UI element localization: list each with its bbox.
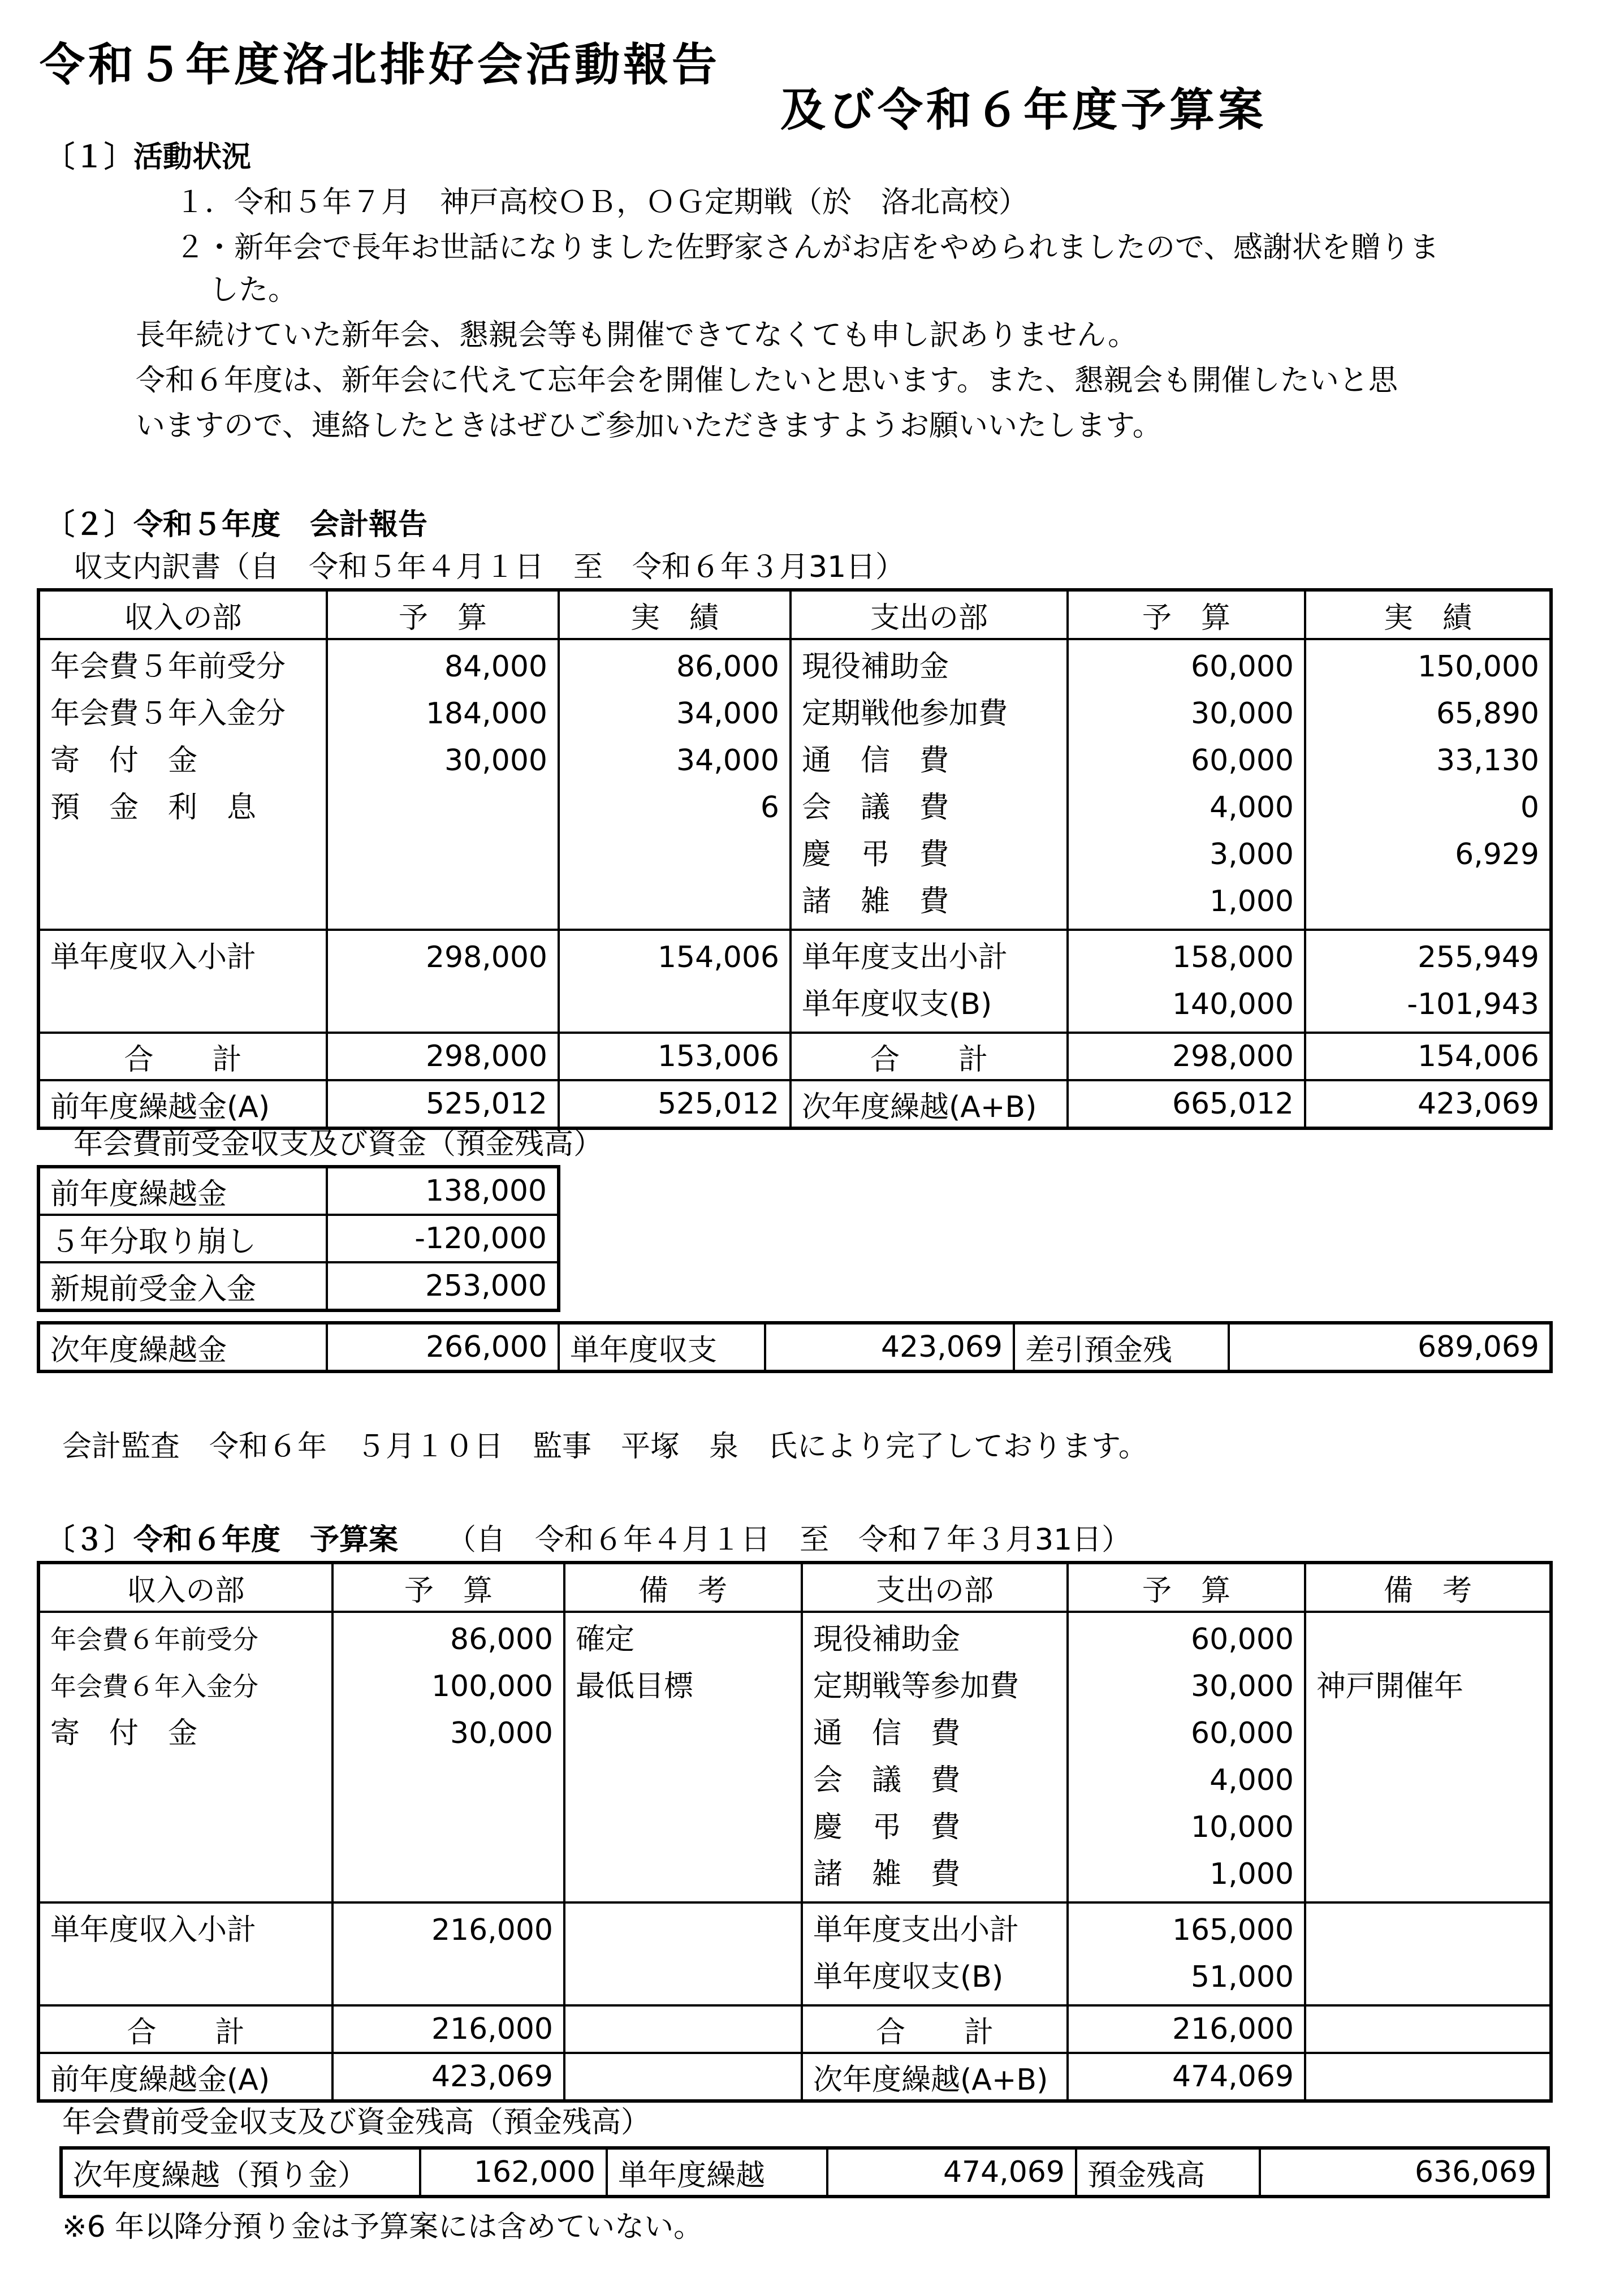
income-items bbox=[38, 1612, 332, 1902]
carry-in-actual: 525,012 bbox=[559, 1080, 791, 1128]
carry-out-note bbox=[1305, 2053, 1551, 2101]
income-subtotal-actual-cell bbox=[559, 930, 791, 1033]
expense-total-actual: 154,006 bbox=[1305, 1033, 1551, 1080]
expense-budget: 4,000 bbox=[1210, 1763, 1294, 1797]
income-item: 預 金 利 息 bbox=[50, 791, 257, 825]
budget-carry-row bbox=[38, 2053, 1551, 2101]
expense-subtotal-budget: 158,000 bbox=[1172, 940, 1294, 974]
section1-para2b: いますので、連絡したときはぜひご参加いただきますようお願いいたします。 bbox=[136, 409, 1162, 443]
header-budget: 予 算 bbox=[332, 1563, 564, 1612]
income-item: 寄 付 金 bbox=[50, 744, 198, 778]
expense-item: 諸 雑 費 bbox=[802, 885, 949, 918]
prepaid-summary-table bbox=[37, 1321, 1553, 1373]
budget-total-row bbox=[38, 2005, 1551, 2053]
income-item: 寄 付 金 bbox=[50, 1716, 198, 1750]
carry-out-actual: 423,069 bbox=[1305, 1080, 1551, 1128]
income-note: 確定 bbox=[576, 1623, 635, 1656]
expense-actual: 6,929 bbox=[1455, 838, 1539, 871]
expense-budget: 30,000 bbox=[1191, 1669, 1294, 1703]
expense-note bbox=[1316, 1804, 1539, 1851]
section1-para2a: 令和６年度は、新年会に代えて忘年会を開催したいと思います。また、懇親会も開催したいと思 bbox=[136, 364, 1398, 398]
expense-total-budget: 216,000 bbox=[1068, 2005, 1305, 2053]
section3-heading: 〔３〕令和６年度 予算案 bbox=[45, 1523, 399, 1557]
header-actual: 実 績 bbox=[1305, 590, 1551, 639]
expense-budget: 60,000 bbox=[1191, 650, 1294, 684]
expense-budget: 60,000 bbox=[1191, 1716, 1294, 1750]
section1-heading: 〔１〕活動状況 bbox=[45, 140, 252, 174]
section1-para1: 長年続けていた新年会、懇親会等も開催できてなくても申し訳ありません。 bbox=[136, 318, 1138, 352]
expense-item: 会 議 費 bbox=[802, 791, 949, 825]
expense-subtotal-label: 単年度支出小計 bbox=[813, 1913, 1020, 1947]
budget-subtotal-row bbox=[38, 1902, 1551, 2005]
income-budget: 30,000 bbox=[444, 744, 547, 778]
expense-note bbox=[1316, 1616, 1539, 1663]
expense-budget: 60,000 bbox=[1191, 1623, 1294, 1656]
carry-out-label: 次年度繰越(A+B) bbox=[791, 1080, 1068, 1128]
expense-item: 定期戦他参加費 bbox=[802, 697, 1008, 731]
audit-text: 会計監査 令和６年 ５月１０日 監事 平塚 泉 氏により完了しております。 bbox=[62, 1430, 1148, 1464]
income-actuals bbox=[559, 639, 791, 930]
carry-in-note bbox=[564, 2053, 802, 2101]
deposit-balance-value: 636,069 bbox=[1260, 2148, 1548, 2197]
income-budgets bbox=[332, 1612, 564, 1902]
carry-out-budget: 474,069 bbox=[1068, 2053, 1305, 2101]
prepaid-label: 前年度繰越金 bbox=[38, 1167, 327, 1215]
expense-note bbox=[1316, 1851, 1539, 1898]
expense-budget: 3,000 bbox=[1210, 838, 1294, 871]
next-carry-value: 266,000 bbox=[327, 1323, 559, 1371]
budget-table bbox=[37, 1561, 1553, 2103]
deposit-balance-label: 預金残高 bbox=[1076, 2148, 1260, 2197]
budget-prepaid-row bbox=[61, 2148, 1548, 2197]
single-carry-value: 474,069 bbox=[827, 2148, 1076, 2197]
expense-note bbox=[1316, 1710, 1539, 1757]
section2-heading: 〔２〕令和５年度 会計報告 bbox=[45, 508, 428, 542]
single-balance-value: 423,069 bbox=[765, 1323, 1014, 1371]
section1-item2a: ２・新年会で長年お世話になりました佐野家さんがお店をやめられましたので、感謝状を贈りま bbox=[175, 231, 1439, 265]
expense-actual bbox=[1316, 878, 1539, 925]
expense-subtotal-budget-cell bbox=[1068, 930, 1305, 1033]
expense-subtotal-budget-cell bbox=[1068, 1902, 1305, 2005]
expense-item: 定期戦等参加費 bbox=[813, 1669, 1020, 1703]
income-subtotal-budget-cell bbox=[332, 1902, 564, 2005]
income-total-note bbox=[564, 2005, 802, 2053]
carry-out-label: 次年度繰越(A+B) bbox=[802, 2053, 1068, 2101]
expense-total-budget: 298,000 bbox=[1068, 1033, 1305, 1080]
prepaid-summary-row bbox=[38, 1323, 1551, 1371]
prepaid-value: -120,000 bbox=[327, 1215, 559, 1262]
deposit-carry-value: 162,000 bbox=[420, 2148, 607, 2197]
prepaid-label: 新規前受金入金 bbox=[38, 1262, 327, 1310]
carry-out-budget: 665,012 bbox=[1068, 1080, 1305, 1128]
income-subtotal-label-cell bbox=[38, 1902, 332, 2005]
header-budget: 予 算 bbox=[1068, 590, 1305, 639]
expense-budget: 4,000 bbox=[1210, 791, 1294, 825]
balance-label: 単年度収支(B) bbox=[813, 1960, 1004, 1994]
income-subtotal-note-cell bbox=[564, 1902, 802, 2005]
expense-item: 現役補助金 bbox=[802, 650, 949, 684]
prepaid-row bbox=[38, 1215, 559, 1262]
expense-subtotal-label: 単年度支出小計 bbox=[802, 940, 1008, 974]
report-subtotal-row bbox=[38, 930, 1551, 1033]
prepaid-value: 138,000 bbox=[327, 1167, 559, 1215]
report-table bbox=[37, 588, 1553, 1130]
section1-item1: １．令和５年７月 神戸高校ＯＢ，ＯＧ定期戦（於 洛北高校） bbox=[175, 185, 1029, 219]
expense-item: 通 信 費 bbox=[813, 1716, 961, 1750]
title-line-1: 令和５年度洛北排好会活動報告 bbox=[40, 38, 720, 91]
income-total-budget: 298,000 bbox=[327, 1033, 559, 1080]
report-items-row bbox=[38, 639, 1551, 930]
section3-period: （自 令和６年４月１日 至 令和７年３月31日） bbox=[447, 1523, 1131, 1557]
prepaid-table bbox=[37, 1165, 560, 1312]
header-expense: 支出の部 bbox=[802, 1563, 1068, 1612]
income-actual: 34,000 bbox=[676, 744, 779, 778]
expense-budget: 10,000 bbox=[1191, 1810, 1294, 1844]
income-item: 年会費５年入金分 bbox=[50, 697, 286, 731]
expense-actual: 33,130 bbox=[1436, 744, 1539, 778]
expense-item: 通 信 費 bbox=[802, 744, 949, 778]
expense-total-label: 合 計 bbox=[802, 2005, 1068, 2053]
header-notes: 備 考 bbox=[564, 1563, 802, 1612]
expense-actuals bbox=[1305, 639, 1551, 930]
prepaid-row bbox=[38, 1262, 559, 1310]
prepaid-row bbox=[38, 1167, 559, 1215]
single-balance-label: 単年度収支 bbox=[559, 1323, 765, 1371]
expense-subtotal-actual: 255,949 bbox=[1417, 940, 1539, 974]
balance-label: 単年度収支(B) bbox=[802, 987, 992, 1021]
expense-budgets bbox=[1068, 1612, 1305, 1902]
budget-items-row bbox=[38, 1612, 1551, 1902]
header-income: 収入の部 bbox=[38, 590, 327, 639]
income-total-label: 合 計 bbox=[38, 2005, 332, 2053]
expense-subtotal-label-cell bbox=[791, 930, 1068, 1033]
income-subtotal-label-cell bbox=[38, 930, 327, 1033]
expense-item: 慶 弔 費 bbox=[813, 1810, 961, 1844]
budget-prepaid-heading: 年会費前受金収支及び資金残高（預金残高） bbox=[62, 2106, 651, 2139]
section1-item2b: した。 bbox=[209, 273, 298, 307]
expense-subtotal-note-cell bbox=[1305, 1902, 1551, 2005]
income-budget: 30,000 bbox=[450, 1716, 553, 1750]
expense-budget: 30,000 bbox=[1191, 697, 1294, 731]
prepaid-label: ５年分取り崩し bbox=[38, 1215, 327, 1262]
income-note bbox=[576, 1710, 791, 1757]
expense-note: 神戸開催年 bbox=[1316, 1669, 1464, 1703]
next-carry-label: 次年度繰越金 bbox=[38, 1323, 327, 1371]
income-total-label: 合 計 bbox=[38, 1033, 327, 1080]
income-item: 年会費５年前受分 bbox=[50, 650, 286, 684]
budget-prepaid-table bbox=[59, 2146, 1550, 2198]
balance-budget: 51,000 bbox=[1191, 1960, 1294, 1994]
expense-item: 諸 雑 費 bbox=[813, 1857, 961, 1891]
expense-notes bbox=[1305, 1612, 1551, 1902]
expense-total-note bbox=[1305, 2005, 1551, 2053]
header-budget: 予 算 bbox=[1068, 1563, 1305, 1612]
income-note: 最低目標 bbox=[576, 1669, 694, 1703]
expense-item: 慶 弔 費 bbox=[802, 838, 949, 871]
footnote: ※6 年以降分預り金は予算案には含めていない。 bbox=[62, 2210, 703, 2244]
expense-total-label: 合 計 bbox=[791, 1033, 1068, 1080]
header-budget: 予 算 bbox=[327, 590, 559, 639]
income-item: 年会費６年前受分 bbox=[50, 1624, 258, 1655]
income-subtotal-budget: 216,000 bbox=[431, 1913, 553, 1947]
income-subtotal-label: 単年度収入小計 bbox=[50, 940, 257, 974]
income-subtotal-actual: 154,006 bbox=[657, 940, 779, 974]
deposit-label: 差引預金残 bbox=[1014, 1323, 1229, 1371]
report-header-row bbox=[38, 590, 1551, 639]
income-total-budget: 216,000 bbox=[332, 2005, 564, 2053]
expense-subtotal-budget: 165,000 bbox=[1172, 1913, 1294, 1947]
income-budgets bbox=[327, 639, 559, 930]
expense-budget: 60,000 bbox=[1191, 744, 1294, 778]
income-notes bbox=[564, 1612, 802, 1902]
income-budget bbox=[338, 784, 547, 831]
expense-actual: 0 bbox=[1520, 791, 1539, 825]
header-income: 収入の部 bbox=[38, 1563, 332, 1612]
income-actual: 6 bbox=[760, 791, 779, 825]
income-total-actual: 153,006 bbox=[559, 1033, 791, 1080]
header-expense: 支出の部 bbox=[791, 590, 1068, 639]
carry-in-budget: 525,012 bbox=[327, 1080, 559, 1128]
income-budget: 100,000 bbox=[431, 1669, 553, 1703]
report-total-row bbox=[38, 1033, 1551, 1080]
header-actual: 実 績 bbox=[559, 590, 791, 639]
expense-items bbox=[802, 1612, 1068, 1902]
expense-budgets bbox=[1068, 639, 1305, 930]
income-budget: 84,000 bbox=[444, 650, 547, 684]
expense-item: 会 議 費 bbox=[813, 1763, 961, 1797]
expense-budget: 1,000 bbox=[1210, 885, 1294, 918]
expense-item: 現役補助金 bbox=[813, 1623, 961, 1656]
balance-budget: 140,000 bbox=[1172, 987, 1294, 1021]
expense-budget: 1,000 bbox=[1210, 1857, 1294, 1891]
expense-items bbox=[791, 639, 1068, 930]
income-actual: 34,000 bbox=[676, 697, 779, 731]
prepaid-value: 253,000 bbox=[327, 1262, 559, 1310]
carry-in-label: 前年度繰越金(A) bbox=[38, 1080, 327, 1128]
expense-actual: 65,890 bbox=[1436, 697, 1539, 731]
prepaid-heading: 年会費前受金収支及び資金（預金残高） bbox=[74, 1127, 603, 1161]
budget-header-row bbox=[38, 1563, 1551, 1612]
deposit-carry-label: 次年度繰越（預り金） bbox=[61, 2148, 420, 2197]
income-budget: 184,000 bbox=[425, 697, 547, 731]
balance-actual: -101,943 bbox=[1407, 987, 1539, 1021]
header-notes: 備 考 bbox=[1305, 1563, 1551, 1612]
expense-subtotal-label-cell bbox=[802, 1902, 1068, 2005]
carry-in-budget: 423,069 bbox=[332, 2053, 564, 2101]
expense-subtotal-actual-cell bbox=[1305, 930, 1551, 1033]
expense-note bbox=[1316, 1757, 1539, 1804]
income-actual: 86,000 bbox=[676, 650, 779, 684]
expense-actual: 150,000 bbox=[1417, 650, 1539, 684]
income-items bbox=[38, 639, 327, 930]
section2-subheading: 収支内訳書（自 令和５年４月１日 至 令和６年３月31日） bbox=[74, 550, 905, 584]
carry-in-label: 前年度繰越金(A) bbox=[38, 2053, 332, 2101]
income-subtotal-budget: 298,000 bbox=[425, 940, 547, 974]
deposit-value: 689,069 bbox=[1229, 1323, 1551, 1371]
income-budget: 86,000 bbox=[450, 1623, 553, 1656]
income-subtotal-budget-cell bbox=[327, 930, 559, 1033]
income-item: 年会費６年入金分 bbox=[50, 1671, 258, 1702]
single-carry-label: 単年度繰越 bbox=[607, 2148, 827, 2197]
title-line-2: 及び令和６年度予算案 bbox=[780, 84, 1267, 136]
income-subtotal-label: 単年度収入小計 bbox=[50, 1913, 257, 1947]
